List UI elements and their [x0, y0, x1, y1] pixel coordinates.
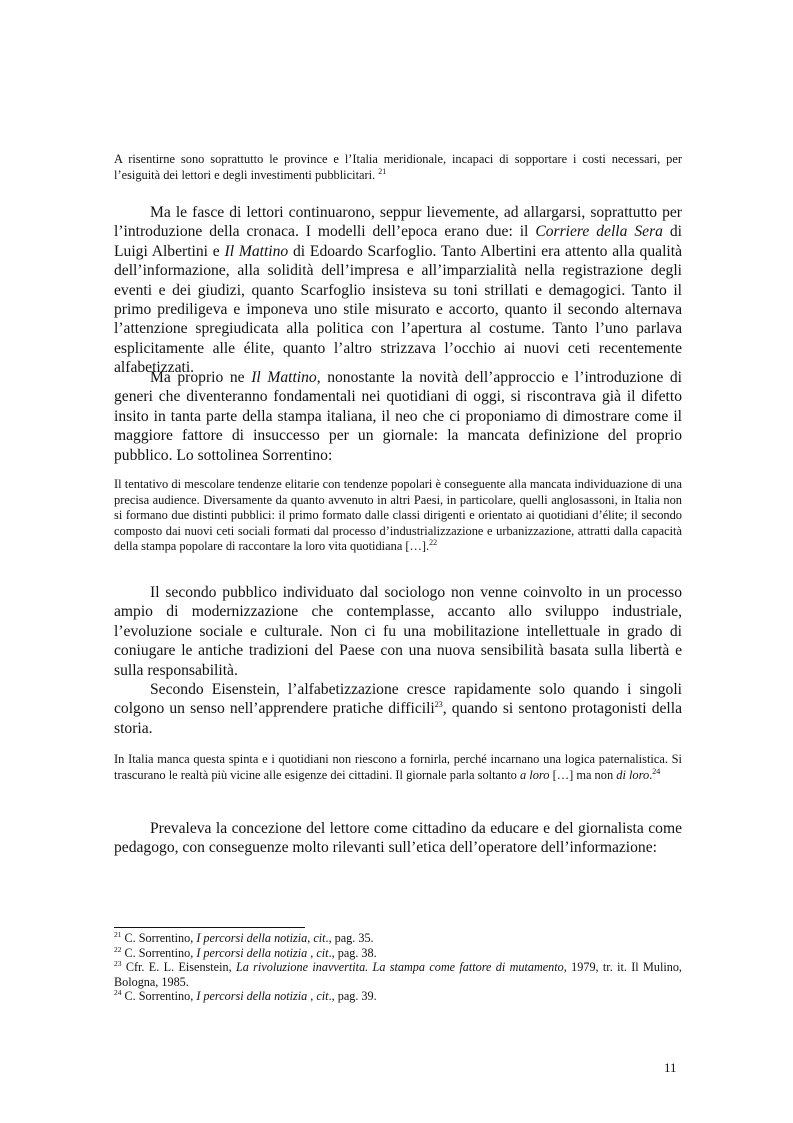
quote-text: . — [649, 767, 653, 782]
footnote-ref-23[interactable]: 23 — [434, 700, 443, 710]
block-quote-3 — [114, 752, 682, 783]
footnote-text: C. Sorrentino, — [121, 931, 197, 945]
paragraph-text: di Edoardo Scarfoglio. Tanto Albertini era attento alla qualità dell’informazione, alla solidità dell’impresa e all’imparzialità nella registrazione degli eventi e dei giudizi, quanto Scarfoglio insisteva su toni strillati e demagogici. Tanto il primo prediligeva e imponeva uno stile misurato e accorto, quanto il secondo alternava l’attenzione spregiudicata alla politica con l’apertura al costume. Tanto l’uno parlava esplicitamente alle élite, quanto l’altro strizzava l’occhio ai nuovi ceti recentemente alfabetizzati. — [114, 242, 682, 377]
footnote-text: Cfr. E. L. Eisenstein, — [121, 960, 236, 975]
footnote-number: 23 — [114, 959, 122, 969]
newspaper-title: Il Mattino — [224, 242, 289, 260]
paragraph-text: Ma proprio ne — [150, 369, 252, 386]
newspaper-title: Corriere della Sera — [535, 223, 663, 241]
emphasis-text: di loro — [616, 767, 650, 782]
paragraph-text: , nonostante la novità dell’approccio e l’introduzione di generi che diventeranno fondamentali nei quotidiani di oggi, si riscontrava già il difetto insito in tanta parte della stampa italiana, il neo che ci proponiamo di dimostrare come il maggiore fattore di insuccesso per un giornale: la mancata definizione del proprio pubblico. Lo sottolinea Sorrentino: — [114, 369, 682, 464]
block-quote-1 — [114, 152, 682, 183]
paragraph-text: Ma le fasce di lettori continuarono, seppur lievemente, ad allargarsi, soprattutto per l’introduzione della cronaca. I modelli dell’epoca erano due: il — [114, 204, 682, 241]
paragraph-1 — [114, 203, 682, 378]
paragraph-4 — [114, 680, 682, 738]
footnote-text: , 1979, tr. it. Il Mulino, Bologna, 1985. — [114, 960, 682, 989]
newspaper-title: Il Mattino — [251, 369, 317, 386]
footnote-number: 24 — [114, 988, 122, 998]
book-title: I percorsi della notizia — [196, 931, 308, 945]
footnote-23 — [114, 960, 682, 989]
quote-text: […] ma non — [549, 767, 617, 782]
book-title: I percorsi della notizia — [196, 945, 308, 960]
cit-abbrev: cit — [316, 945, 329, 960]
paragraph-2 — [114, 368, 682, 465]
footnote-divider — [114, 927, 305, 928]
paragraph-text: Secondo Eisenstein, l’alfabetizzazione cresce rapidamente solo quando i singoli colgono un senso nell’apprendere pratiche difficili — [114, 681, 682, 718]
paragraph-text: , quando si sentono protagonisti della storia. — [114, 700, 682, 737]
book-title: La rivoluzione inavvertita. La stampa come fattore di mutamento — [235, 960, 564, 975]
cit-abbrev: cit — [316, 989, 329, 1004]
footnote-22 — [114, 946, 682, 961]
emphasis-text: a loro — [519, 767, 550, 782]
footnotes — [114, 931, 682, 1004]
footnote-text: C. Sorrentino, — [121, 945, 197, 960]
footnote-24 — [114, 989, 682, 1004]
footnote-text: , — [307, 931, 314, 945]
footnote-text: , — [307, 989, 317, 1004]
footnote-text: ., pag. 38. — [328, 945, 377, 960]
footnote-text: ., pag. 39. — [328, 989, 377, 1004]
footnote-text: ., pag. 35. — [325, 931, 374, 945]
quote-text: Il tentativo di mescolare tendenze elitarie con tendenze popolari è conseguente alla mancata individuazione di una precisa audience. Diversamente da quanto avvenuto in altri Paesi, in particolare, quelli anglosassoni, in Italia non si formano due distinti pubblici: il primo formato dalle classi dirigenti e orientato ai quotidiani d’élite; il secondo composto dai nuovi ceti sociali formati dal processo d’industrializzazione e urbanizzazione, attratti dalla capacità della stampa popolare di raccontare la loro vita quotidiana […]. — [114, 477, 682, 554]
footnote-ref-22[interactable]: 22 — [429, 538, 438, 548]
footnote-ref-24[interactable]: 24 — [652, 766, 661, 776]
quote-text: In Italia manca questa spinta e i quotidiani non riescono a fornirla, perché incarnano una logica paternalistica. Si trascurano le realtà più vicine alle esigenze dei cittadini. Il giornale parla soltanto — [114, 752, 682, 782]
footnote-text: C. Sorrentino, — [121, 989, 197, 1004]
paragraph-5: Prevaleva la concezione del lettore come cittadino da educare e del giornalista come pedagogo, con conseguenze molto rilevanti sull’etica dell’operatore dell’informazione: — [114, 820, 682, 857]
footnote-number: 21 — [114, 929, 122, 939]
cit-abbrev: cit — [313, 931, 326, 945]
footnote-21 — [114, 931, 682, 946]
block-quote-2 — [114, 477, 682, 555]
paragraph-text: di Luigi Albertini e — [114, 223, 682, 260]
quote-text: A risentirne sono soprattutto le province e l’Italia meridionale, incapaci di sopportare i costi necessari, per l’esiguità dei lettori e degli investimenti pubblicitari. — [114, 152, 682, 182]
page-number: 11 — [664, 1060, 677, 1075]
footnote-ref-21[interactable]: 21 — [378, 166, 387, 176]
book-title: I percorsi della notizia — [196, 989, 308, 1004]
footnote-text: , — [307, 945, 317, 960]
paragraph-3: Il secondo pubblico individuato dal sociologo non venne coinvolto in un processo ampio di modernizzazione che contemplasse, accanto allo sviluppo industriale, l’evoluzione sociale e culturale. Non ci fu una mobilitazione intellettuale in grado di coniugare le antiche tradizioni del Paese con una nuova sensibilità basata sulla libertà e sulla responsabilità. — [114, 584, 682, 679]
footnote-number: 22 — [114, 944, 122, 954]
